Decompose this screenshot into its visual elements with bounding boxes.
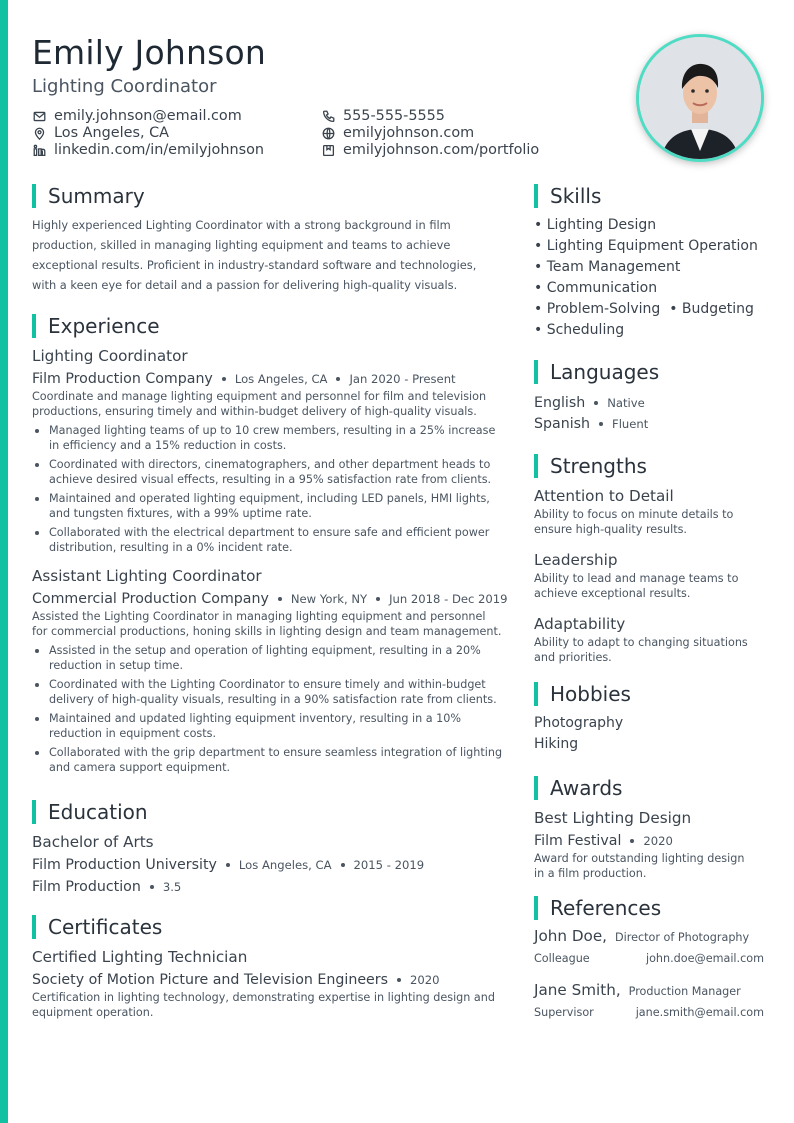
education-entry [32, 831, 510, 896]
school-meta [32, 853, 510, 875]
summary-text [32, 215, 510, 295]
desc-line: productions, ensuring timely and within-budget delivery of high-quality visuals. [32, 405, 477, 418]
list-item: Maintained and operated lighting equipment, including LED panels, HMI lights, and tungsten fixtures, with a 99% uptime rate. [32, 491, 510, 521]
hobbies-list [534, 713, 764, 755]
contact-email[interactable] [32, 108, 264, 125]
mail-icon [32, 110, 46, 124]
list-item: Maintained and updated lighting equipment inventory, resulting in a 10% reduction in equipment costs. [32, 711, 510, 741]
strength-item: Attention to Detail Ability to focus on minute details to ensure high-quality results. [534, 487, 734, 536]
languages-list [534, 391, 764, 433]
list-item: Assisted in the setup and operation of lighting equipment, resulting in a 20% reduction in setup time. [32, 643, 510, 673]
desc-line: Coordinate and manage lighting equipment and personnel for film and television [32, 390, 487, 403]
separator-dot [336, 377, 340, 381]
contact-location [32, 125, 264, 142]
contact-left [32, 108, 264, 159]
experience-title: Experience [32, 313, 510, 339]
list-item: Managed lighting teams of up to 10 crew members, resulting in a 25% increase in efficiency and a 15% reduction in costs. [32, 423, 510, 453]
language-item: Spanish Fluent [534, 416, 649, 432]
contact-phone[interactable] [321, 108, 539, 125]
job-role: Lighting Coordinator [32, 347, 188, 365]
job-company: Film Production Company [32, 371, 213, 387]
email-text: emily.johnson@email.com [54, 108, 242, 124]
references-list [534, 927, 764, 1023]
certificate-entry [32, 946, 510, 1020]
globe-icon [321, 127, 335, 141]
skill-item: • Communication [534, 280, 658, 296]
gpa: 3.5 [162, 880, 182, 894]
job-location: Los Angeles, CA [234, 372, 328, 386]
candidate-name: Emily Johnson [32, 33, 267, 72]
award-name: Best Lighting Design [534, 809, 692, 827]
desc-line: Assisted the Lighting Coordinator in managing lighting equipment and personnel [32, 610, 486, 623]
summary-line: production, skilled in managing lighting equipment and teams to achieve [32, 238, 451, 252]
reference-item: Jane Smith, Production Manager Supervisor jane.smith@email.com [534, 981, 764, 1023]
job-description [32, 609, 510, 639]
summary-line: exceptional results. Proficient in industry-standard software and technologies, [32, 258, 477, 272]
phone-icon [321, 110, 335, 124]
job-bullets [32, 423, 510, 555]
reference-email[interactable]: jane.smith@email.com [635, 1006, 764, 1019]
profile-photo [636, 34, 764, 162]
awards-title: Awards [534, 775, 764, 801]
hobby-item: Hiking [534, 736, 579, 752]
summary-line: with a keen eye for detail and a passion for delivering high-quality visuals. [32, 278, 458, 292]
reference-item: John Doe, Director of Photography Colleague john.doe@email.com [534, 927, 764, 969]
skills-title: Skills [534, 183, 764, 209]
job-bullets [32, 643, 510, 775]
certificate-issuer: Society of Motion Picture and Television Engineers [32, 972, 389, 988]
certificate-year: 2020 [410, 973, 440, 987]
skill-item: • Lighting Equipment Operation [534, 238, 758, 254]
field-meta [32, 875, 510, 896]
desc-line: equipment operation. [32, 1006, 154, 1019]
job-role: Assistant Lighting Coordinator [32, 567, 262, 585]
job-entry [32, 345, 510, 555]
languages-title: Languages [534, 359, 764, 385]
school-location: Los Angeles, CA [238, 858, 332, 872]
list-item: Collaborated with the grip department to ensure seamless integration of lighting and camera support equipment. [32, 745, 510, 775]
separator-dot [226, 863, 230, 867]
certificate-meta [32, 968, 510, 990]
reference-email[interactable]: john.doe@email.com [645, 952, 764, 965]
award-meta: Film Festival 2020 [534, 833, 673, 849]
strength-item: Leadership Ability to lead and manage teams to achieve exceptional results. [534, 551, 739, 600]
skill-item: • Problem-Solving • Budgeting [534, 301, 754, 317]
contact-website[interactable] [321, 125, 539, 142]
education-title: Education [32, 799, 510, 825]
list-item: Coordinated with the Lighting Coordinator to ensure timely and within-budget delivery of high-quality visuals, resulting in a 90% satisfaction rate from clients. [32, 677, 510, 707]
left-column [32, 183, 510, 1020]
list-item: Coordinated with directors, cinematographers, and other department heads to achieve desired visual effects, resulting in a 95% satisfaction rate from clients. [32, 457, 510, 487]
job-meta [32, 367, 510, 389]
contact-portfolio[interactable] [321, 142, 539, 159]
references-title: References [534, 895, 764, 921]
separator-dot [150, 885, 154, 889]
skill-item: • Team Management [534, 259, 681, 275]
linkedin-icon [32, 144, 46, 158]
job-meta [32, 587, 510, 609]
job-dates: Jun 2018 - Dec 2019 [389, 592, 508, 606]
location-text: Los Angeles, CA [54, 125, 169, 141]
right-column [534, 183, 764, 1023]
website-text: emilyjohnson.com [343, 125, 475, 141]
separator-dot [278, 597, 282, 601]
field-of-study: Film Production [32, 879, 141, 895]
accent-bar [0, 0, 8, 1123]
certificate-description [32, 990, 510, 1020]
candidate-title: Lighting Coordinator [32, 76, 217, 97]
job-dates: Jan 2020 - Present [349, 372, 456, 386]
list-item: Collaborated with the electrical department to ensure safe and efficient power distribution, resulting in a 0% incident rate. [32, 525, 510, 555]
award-entry [534, 807, 764, 881]
job-entry [32, 565, 510, 775]
contact-linkedin[interactable] [32, 142, 264, 159]
separator-dot [341, 863, 345, 867]
contact-right [321, 108, 539, 159]
strengths-list [534, 485, 764, 665]
desc-line: for commercial productions, honing skills in lighting design and team management. [32, 625, 502, 638]
school: Film Production University [32, 857, 217, 873]
skill-item: • Lighting Design [534, 217, 657, 233]
hobbies-title: Hobbies [534, 681, 764, 707]
job-description [32, 389, 510, 419]
skills-list [534, 215, 764, 341]
strength-item: Adaptability Ability to adapt to changing situations and priorities. [534, 615, 748, 664]
certificates-title: Certificates [32, 914, 510, 940]
desc-line: Certification in lighting technology, demonstrating expertise in lighting design and [32, 991, 495, 1004]
phone-text: 555-555-5555 [343, 108, 445, 124]
separator-dot [376, 597, 380, 601]
separator-dot [397, 978, 401, 982]
award-description: Award for outstanding lighting design in a film production. [534, 852, 745, 880]
degree: Bachelor of Arts [32, 833, 154, 851]
portfolio-text: emilyjohnson.com/portfolio [343, 142, 540, 158]
summary-title: Summary [32, 183, 510, 209]
skill-item: • Scheduling [534, 322, 625, 338]
job-location: New York, NY [290, 592, 368, 606]
separator-dot [222, 377, 226, 381]
hobby-item: Photography [534, 715, 624, 731]
language-item: English Native [534, 395, 645, 411]
certificate-name: Certified Lighting Technician [32, 948, 248, 966]
summary-line: Highly experienced Lighting Coordinator with a strong background in film [32, 218, 451, 232]
portfolio-icon [321, 144, 335, 158]
linkedin-text: linkedin.com/in/emilyjohnson [54, 142, 265, 158]
school-years: 2015 - 2019 [353, 858, 425, 872]
strengths-title: Strengths [534, 453, 764, 479]
location-pin-icon [32, 127, 46, 141]
job-company: Commercial Production Company [32, 591, 269, 607]
